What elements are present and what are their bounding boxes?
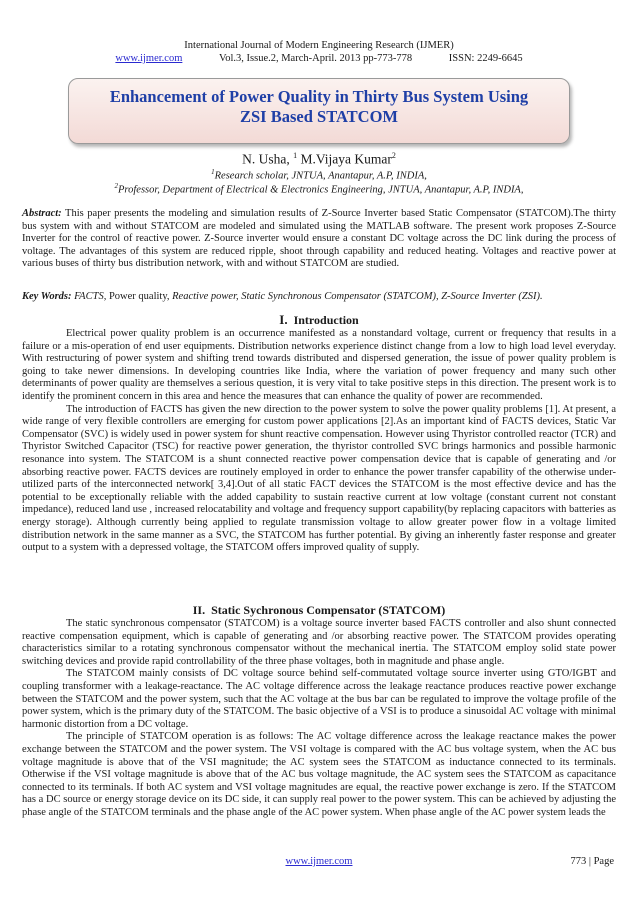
section-heading-2	[0, 603, 638, 617]
section-2-body	[22, 618, 616, 820]
author-1-sup: 1	[293, 151, 298, 160]
aff-1-text: Research scholar, JNTUA, Anantapur, A.P, INDIA,	[214, 170, 427, 182]
keywords	[22, 291, 616, 304]
section-1-number: I.	[279, 312, 288, 327]
section-2-paragraph: The STATCOM mainly consists of DC voltage source behind self-commutated voltage source inverter using GTO/IGBT and coupling transformer with a leakage-reactance. The AC voltage difference across the leakage reactance produces reactive power exchange between the STATCOM and the power system, such that the AC voltage at the bus bar can be regulated to improve the voltage profile of the power system, which is the primary duty of the STATCOM. The basic objective of a VSI is to produce a sinusoidal AC voltage with minimal harmonic distortion from a DC voltage.	[22, 668, 616, 730]
section-2-paragraph: The static synchronous compensator (STATCOM) is a voltage source inverter based FACTS controller and also shunt connected reactive compensation equipment, which is capable of generating and /or absorbing reactive power. The STATCOM provides operating characteristics similar to a rotating synchronous compensator without the mechanical inertia. The STATCOM employ solid state power switching devices and provide rapid controllability of the three phase voltages, both in magnitude and phase angle.	[22, 618, 616, 667]
paper-title-line2: ZSI Based STATCOM	[239, 107, 398, 126]
keyword-2: Power quality,	[108, 291, 170, 302]
keyword-1: FACTS,	[74, 291, 107, 302]
aff-2-sup: 2	[114, 182, 118, 190]
aff-1-sup: 1	[211, 168, 215, 176]
volume-info: Vol.3, Issue.2, March-April. 2013 pp-773-778	[219, 53, 413, 64]
section-1-paragraph: Electrical power quality problem is an occurrence manifested as a nonstandard voltage, current or frequency that results in a failure or a mis-operation of end user equipments. Distribution networks experience distinct change from a low to high load level everyday. With restructuring of power system and shifting trend towards distributed and dispersed generation, the issue of power quality problem is going to take newer dimensions. In developing countries like India, where the variation of power frequency and many such other determinants of power quality are themselves a serious question, it is very vital to take positive steps in this direction. The present work is to identify the prominent concern in this area and hence the measures that can enhance the quality of power are recommended.	[22, 328, 616, 402]
keyword-3: Reactive power, Static Synchronous Compensator (STATCOM), Z-Source Inverter (ZSI).	[172, 291, 543, 302]
affiliation-2	[0, 180, 638, 197]
paper-title-line1: Enhancement of Power Quality in Thirty Bus System Using	[109, 87, 529, 106]
author-1: N. Usha,	[242, 151, 290, 167]
issn: ISSN: 2249-6645	[448, 53, 523, 64]
section-heading-1	[0, 313, 638, 327]
section-2-title: Static Sychronous Compensator (STATCOM)	[211, 603, 446, 617]
author-line	[0, 148, 638, 168]
keywords-label: Key Words:	[22, 291, 72, 302]
section-1-title: Introduction	[293, 313, 359, 327]
aff-2-text: Professor, Department of Electrical & Electronics Engineering, JNTUA, Anantapur, A.P, INDIA,	[118, 184, 524, 196]
abstract-label: Abstract:	[22, 208, 62, 219]
journal-meta-line	[0, 53, 638, 65]
author-2: M.Vijaya Kumar	[300, 151, 392, 167]
section-1-paragraph: The introduction of FACTS has given the new direction to the power system to solve the power quality problems [1]. At present, a wide range of very flexible controllers are emerging for custom power applications [2].As an important kind of FACTS devices, Static Var Compensator (SVC) is widely used in power system for shunt reactive compensation. However using Thyristor controlled reactor (TCR) and Thyristor Switched Capacitor (TSC) for reactive power generation, the thyristor controlled SVC brings harmonics and possible harmonic resonance into system. The STATCOM is a shunt connected reactive power compensation device that is capable of generating and /or absorbing reactive power. FACTS devices are routinely employed in order to enhance the power transfer capability of the otherwise under-utilized parts of the interconnected network[ 3,4].Out of all static FACT devices the STATCOM is the most effective device and has the potential to be exceptionally reliable with the added capability to sustain reactive current at low voltage (constant current not constant impedance), reduced land use , increased relocatability and voltage and frequency support capability(by replacing capacitors with batteries as energy storage). Although currently being applied to regulate transmission voltage to allow greater power flow in a voltage limited distribution network in the same manner as a SVC, the STATCOM has further potential. By giving an inherently faster response and greater output to a system with a depressed voltage, the STATCOM offers improved quality of supply.	[22, 403, 616, 554]
section-2-paragraph: The principle of STATCOM operation is as follows: The AC voltage difference across the leakage reactance makes the power exchange between the STATCOM and the power system. The VSI voltage is compared with the AC bus voltage system, when the AC bus voltage magnitude is above that of the VSI magnitude; the AC system sees the STATCOM as inductance connected to its terminals. Otherwise if the VSI voltage magnitude is above that of the AC bus voltage magnitude, the AC system sees the STATCOM as capacitance connected to its terminals. If both AC system and VSI voltage magnitudes are equal, the reactive power exchange is zero. If the STATCOM has a DC source or energy storage device on its DC side, it can supply real power to the power system. This can be achieved by adjusting the phase angle of the STATCOM terminals and the phase angle of the AC power system. When phase angle of the AC power system leads the	[22, 731, 616, 818]
section-2-number: II.	[192, 603, 206, 617]
abstract-text: This paper presents the modeling and simulation results of Z-Source Inverter based Static Compensator (STATCOM).The thirty bus system with and without STATCOM are modeled and simulated using the MATLAB software. The present work proposes Z-Source Inverter for the control of reactive power. Z-Source inverter would ensure a constant DC voltage across the DC link during the process of voltage. The advantages of this system are reduced ripple, shoot through capability and reduced heating. Voltages and reactive power at various buses of thirty bus distribution network, with and without STATCOM are studied.	[22, 208, 616, 270]
footer-site-link[interactable]: www.ijmer.com	[285, 856, 353, 867]
title-box	[68, 78, 570, 144]
section-1-body	[22, 328, 616, 555]
author-2-sup: 2	[391, 151, 396, 160]
journal-header: International Journal of Modern Engineering Research (IJMER)	[184, 40, 454, 51]
header-site-link[interactable]: www.ijmer.com	[115, 53, 183, 64]
page-number: 773 | Page	[570, 856, 614, 867]
abstract	[22, 208, 616, 271]
